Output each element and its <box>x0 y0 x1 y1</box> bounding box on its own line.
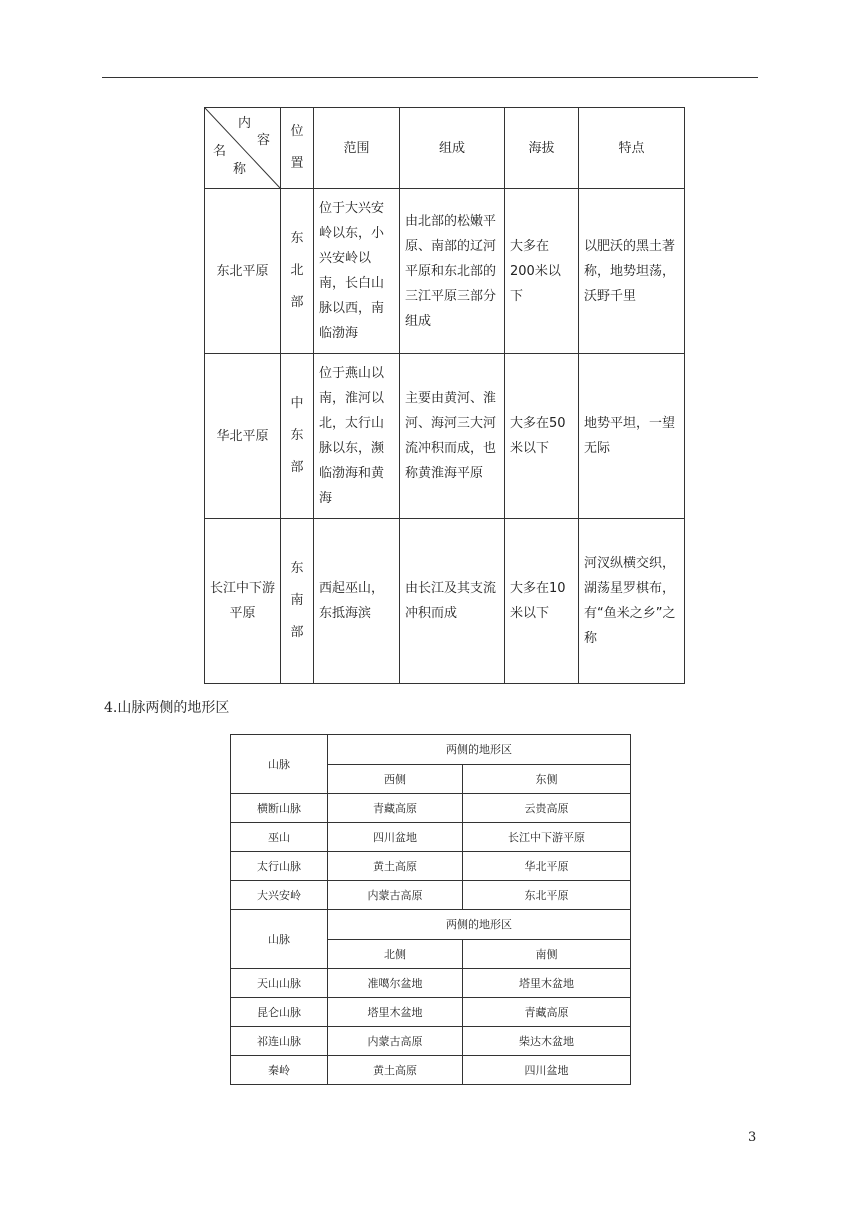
header-group: 两侧的地形区 <box>328 910 631 940</box>
mountain-name: 祁连山脉 <box>231 1027 328 1056</box>
plain-altitude: 大多在50米以下 <box>505 354 579 519</box>
header-mountain: 山脉 <box>231 735 328 794</box>
table-row <box>205 189 685 354</box>
header-group: 两侧的地形区 <box>328 735 631 765</box>
table-row <box>231 852 631 881</box>
diag-label-left: 名 <box>213 144 227 159</box>
header-range: 范围 <box>314 108 400 189</box>
header-west: 西侧 <box>328 764 463 794</box>
plain-altitude: 大多在10米以下 <box>505 519 579 684</box>
plain-name: 东北平原 <box>205 189 281 354</box>
plain-features: 以肥沃的黑土著称，地势坦荡，沃野千里 <box>579 189 685 354</box>
header-north: 北侧 <box>328 939 463 969</box>
table-row <box>231 998 631 1027</box>
header-altitude: 海拔 <box>505 108 579 189</box>
side-region: 内蒙古高原 <box>328 1027 463 1056</box>
plain-features: 河汊纵横交织，湖荡星罗棋布，有“鱼米之乡”之称 <box>579 519 685 684</box>
plain-name: 长江中下游平原 <box>205 519 281 684</box>
table-row <box>205 354 685 519</box>
header-position: 位置 <box>281 108 314 189</box>
mountain-name: 太行山脉 <box>231 852 328 881</box>
plain-composition: 由长江及其支流冲积而成 <box>400 519 505 684</box>
table-row <box>231 823 631 852</box>
plain-altitude: 大多在200米以下 <box>505 189 579 354</box>
side-region: 青藏高原 <box>463 998 631 1027</box>
side-region: 黄土高原 <box>328 1056 463 1085</box>
side-region: 四川盆地 <box>328 823 463 852</box>
mountain-name: 秦岭 <box>231 1056 328 1085</box>
header-features: 特点 <box>579 108 685 189</box>
side-region: 塔里木盆地 <box>463 969 631 998</box>
mountain-sides-table <box>230 734 631 1085</box>
diag-label-mid: 容 <box>257 133 271 148</box>
diag-label-top: 内 <box>238 116 252 131</box>
side-region: 东北平原 <box>463 881 631 910</box>
side-region: 四川盆地 <box>463 1056 631 1085</box>
plain-position: 东北部 <box>281 189 314 354</box>
header-east: 东侧 <box>463 764 631 794</box>
plains-table <box>204 107 685 684</box>
plain-range: 西起巫山，东抵海滨 <box>314 519 400 684</box>
header-composition: 组成 <box>400 108 505 189</box>
plain-name: 华北平原 <box>205 354 281 519</box>
side-region: 柴达木盆地 <box>463 1027 631 1056</box>
table-row <box>231 1056 631 1085</box>
section-heading: 4.山脉两侧的地形区 <box>104 700 230 716</box>
diag-label-bottom: 称 <box>233 162 247 177</box>
side-region: 华北平原 <box>463 852 631 881</box>
mountain-name: 巫山 <box>231 823 328 852</box>
plain-range: 位于大兴安岭以东，小兴安岭以南，长白山脉以西，南临渤海 <box>314 189 400 354</box>
plain-composition: 由北部的松嫩平原、南部的辽河平原和东北部的三江平原三部分组成 <box>400 189 505 354</box>
table-row <box>205 519 685 684</box>
table-header-row <box>231 735 631 765</box>
mountain-name: 天山山脉 <box>231 969 328 998</box>
page-number: 3 <box>748 1130 757 1145</box>
header-rule <box>102 77 758 78</box>
mountain-name: 大兴安岭 <box>231 881 328 910</box>
table-row <box>231 1027 631 1056</box>
header-mountain: 山脉 <box>231 910 328 969</box>
side-region: 长江中下游平原 <box>463 823 631 852</box>
side-region: 黄土高原 <box>328 852 463 881</box>
side-region: 塔里木盆地 <box>328 998 463 1027</box>
side-region: 内蒙古高原 <box>328 881 463 910</box>
mountain-name: 昆仑山脉 <box>231 998 328 1027</box>
table-header-row <box>231 910 631 940</box>
table-row <box>231 969 631 998</box>
table-header-row <box>205 108 685 189</box>
plain-features: 地势平坦，一望无际 <box>579 354 685 519</box>
mountain-name: 横断山脉 <box>231 794 328 823</box>
plain-position: 中东部 <box>281 354 314 519</box>
header-south: 南侧 <box>463 939 631 969</box>
side-region: 青藏高原 <box>328 794 463 823</box>
table-row <box>231 794 631 823</box>
plain-composition: 主要由黄河、淮河、海河三大河流冲积而成，也称黄淮海平原 <box>400 354 505 519</box>
side-region: 云贵高原 <box>463 794 631 823</box>
plain-range: 位于燕山以南，淮河以北，太行山脉以东，濒临渤海和黄海 <box>314 354 400 519</box>
diagonal-header-cell <box>205 108 281 189</box>
plain-position: 东南部 <box>281 519 314 684</box>
side-region: 准噶尔盆地 <box>328 969 463 998</box>
table-row <box>231 881 631 910</box>
